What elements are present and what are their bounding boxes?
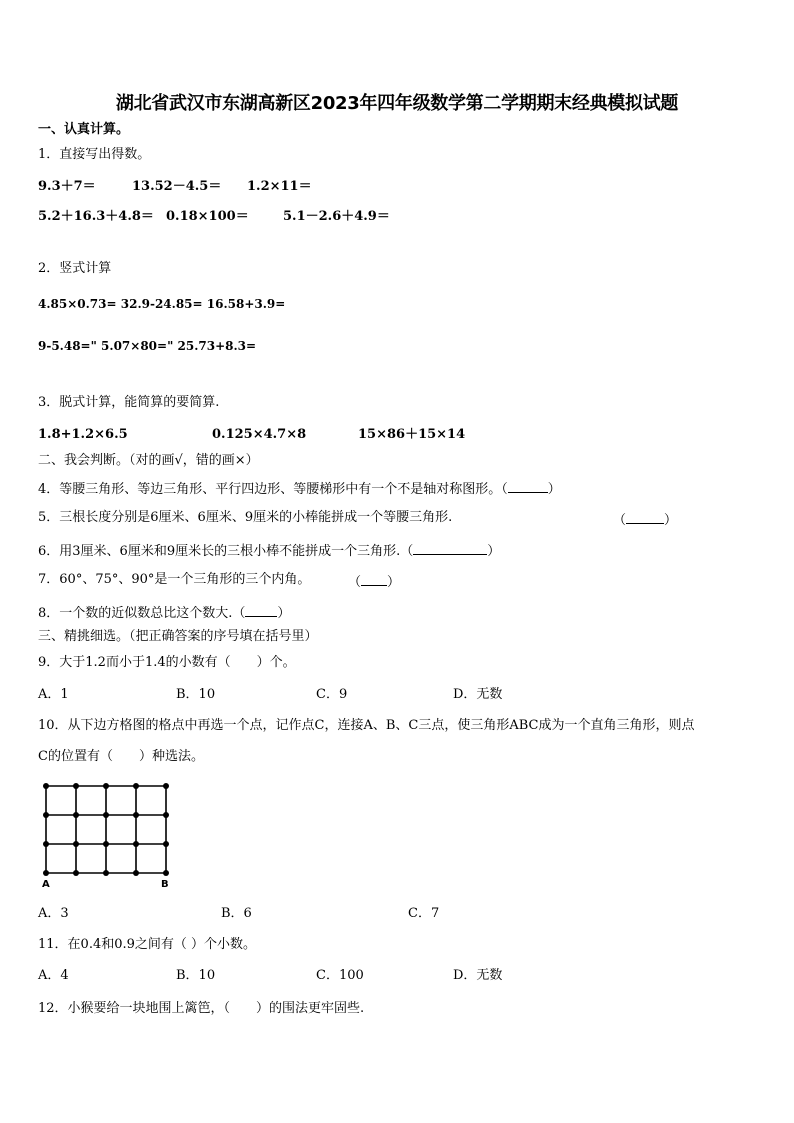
question-10-line-2: C的位置有（ ）种选法。 bbox=[38, 749, 204, 764]
answer-blank[interactable] bbox=[413, 542, 487, 555]
page-title: 湖北省武汉市东湖高新区2023年四年级数学第二学期期末经典模拟试题 bbox=[115, 93, 679, 114]
grid-lines bbox=[46, 786, 166, 873]
q10-option-b[interactable]: B．6 bbox=[221, 906, 252, 921]
q1-item: 9.3＋7＝ bbox=[38, 179, 96, 194]
grid-figure bbox=[36, 778, 176, 890]
question-6: 6．用3厘米、6厘米和9厘米长的三根小棒不能拼成一个三角形.（ ） bbox=[38, 544, 501, 559]
answer-blank[interactable] bbox=[626, 511, 664, 524]
answer-blank[interactable] bbox=[508, 480, 548, 493]
q11-option-c[interactable]: C．100 bbox=[316, 968, 364, 983]
section-heading-3: 三、精挑细选。（把正确答案的序号填在括号里） bbox=[38, 629, 318, 644]
q1-item: 5.1－2.6＋4.9＝ bbox=[283, 209, 390, 224]
q3-item: 1.8+1.2×6.5 bbox=[38, 427, 128, 442]
q3-item: 0.125×4.7×8 bbox=[212, 427, 307, 442]
point-a-label: A bbox=[42, 879, 50, 890]
question-8: 8．一个数的近似数总比这个数大.（ ） bbox=[38, 606, 291, 621]
q9-option-c[interactable]: C．9 bbox=[316, 687, 348, 702]
question-5: 5．三根长度分别是6厘米、6厘米、9厘米的小棒能拼成一个等腰三角形. bbox=[38, 510, 453, 525]
q11-option-a[interactable]: A．4 bbox=[38, 968, 69, 983]
question-11: 11．在0.4和0.9之间有（ ）个小数。 bbox=[38, 937, 257, 952]
question-9: 9．大于1.2而小于1.4的小数有（ ）个。 bbox=[38, 655, 296, 670]
question-1-label: 1．直接写出得数。 bbox=[38, 147, 151, 162]
q10-option-c[interactable]: C．7 bbox=[408, 906, 440, 921]
q10-option-a[interactable]: A．3 bbox=[38, 906, 69, 921]
answer-blank[interactable] bbox=[245, 604, 277, 617]
q1-item: 5.2＋16.3＋4.8＝ bbox=[38, 209, 154, 224]
question-10-line-1: 10．从下边方格图的格点中再选一个点，记作点C，连接A、B、C三点，使三角形ABC成为一个直角三角形，则点 bbox=[38, 718, 695, 733]
q1-item: 0.18×100＝ bbox=[166, 209, 249, 224]
question-12: 12．小猴要给一块地围上篱笆，（ ）的围法更牢固些. bbox=[38, 1001, 365, 1016]
q9-option-b[interactable]: B．10 bbox=[176, 687, 216, 702]
question-5-answer: （ ） bbox=[613, 513, 678, 528]
point-b-label: B bbox=[161, 879, 169, 890]
q2-row-1: 4.85×0.73= 32.9-24.85= 16.58+3.9= bbox=[38, 297, 286, 311]
question-3-label: 3．脱式计算，能简算的要简算. bbox=[38, 395, 220, 410]
q2-row-2: 9-5.48=" 5.07×80=" 25.73+8.3= bbox=[38, 339, 257, 353]
question-7-answer: （ ） bbox=[348, 575, 401, 590]
answer-blank[interactable] bbox=[361, 573, 387, 586]
q11-option-b[interactable]: B．10 bbox=[176, 968, 216, 983]
section-heading-2: 二、我会判断。（对的画√，错的画×） bbox=[38, 453, 259, 468]
q9-option-d[interactable]: D．无数 bbox=[453, 687, 503, 702]
question-4: 4．等腰三角形、等边三角形、平行四边形、等腰梯形中有一个不是轴对称图形。（ ） bbox=[38, 482, 561, 497]
q1-item: 13.52－4.5＝ bbox=[132, 179, 222, 194]
q3-item: 15×86＋15×14 bbox=[358, 427, 466, 442]
question-7: 7．60°、75°、90°是一个三角形的三个内角。 bbox=[38, 572, 311, 587]
section-heading-1: 一、认真计算。 bbox=[38, 122, 130, 137]
q1-item: 1.2×11＝ bbox=[247, 179, 312, 194]
q11-option-d[interactable]: D．无数 bbox=[453, 968, 503, 983]
question-2-label: 2．竖式计算 bbox=[38, 261, 112, 276]
q9-option-a[interactable]: A．1 bbox=[38, 687, 69, 702]
